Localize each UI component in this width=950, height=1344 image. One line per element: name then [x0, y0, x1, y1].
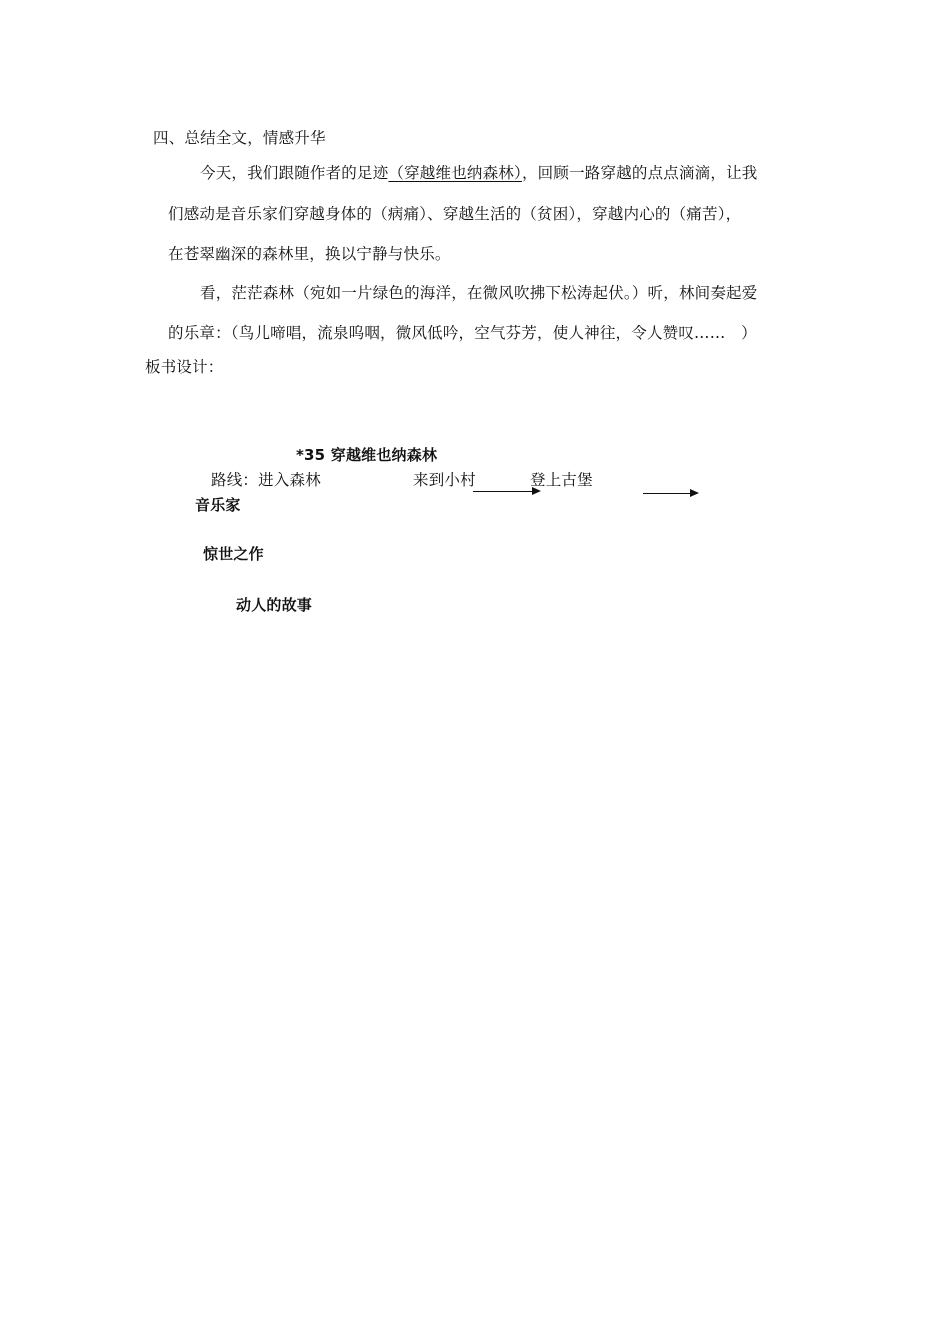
- route-arrow-2: [643, 493, 697, 494]
- paragraph-1-underlined-answer: （穿越维也纳森林）: [388, 164, 522, 182]
- route-stop-village: 来到小村: [413, 471, 476, 489]
- paragraph-1-line-3: 在苍翠幽深的森林里，换以宁静与快乐。: [168, 245, 451, 263]
- paragraph-1-line-1-before: 今天，我们跟随作者的足迹: [200, 164, 389, 182]
- board-design-label: 板书设计：: [145, 358, 224, 376]
- board-item-masterpieces: 惊世之作: [203, 545, 264, 563]
- paragraph-1-line-1-after: ，回顾一路穿越的点点滴滴，让我: [521, 164, 758, 182]
- board-title: *35 穿越维也纳森林: [296, 446, 438, 464]
- route-arrow-1: [473, 491, 539, 492]
- paragraph-2-line-2: 的乐章：（鸟儿啼唱，流泉呜咽，微风低吟，空气芬芳，使人神往，令人赞叹…… ）: [168, 324, 757, 342]
- route-label: 路线：进入森林: [211, 471, 321, 489]
- board-item-stories: 动人的故事: [236, 596, 313, 614]
- paragraph-2-line-1: 看，茫茫森林（宛如一片绿色的海洋，在微风吹拂下松涛起伏。）听，林间奏起爱: [200, 284, 758, 302]
- board-item-musicians: 音乐家: [195, 496, 241, 514]
- paragraph-1-line-1: [200, 163, 757, 183]
- paragraph-1-line-2: 们感动是音乐家们穿越身体的（病痛）、穿越生活的（贫困），穿越内心的（痛苦），: [168, 205, 742, 223]
- section-heading: 四、总结全文，情感升华: [153, 129, 326, 147]
- route-stop-castle: 登上古堡: [530, 471, 593, 489]
